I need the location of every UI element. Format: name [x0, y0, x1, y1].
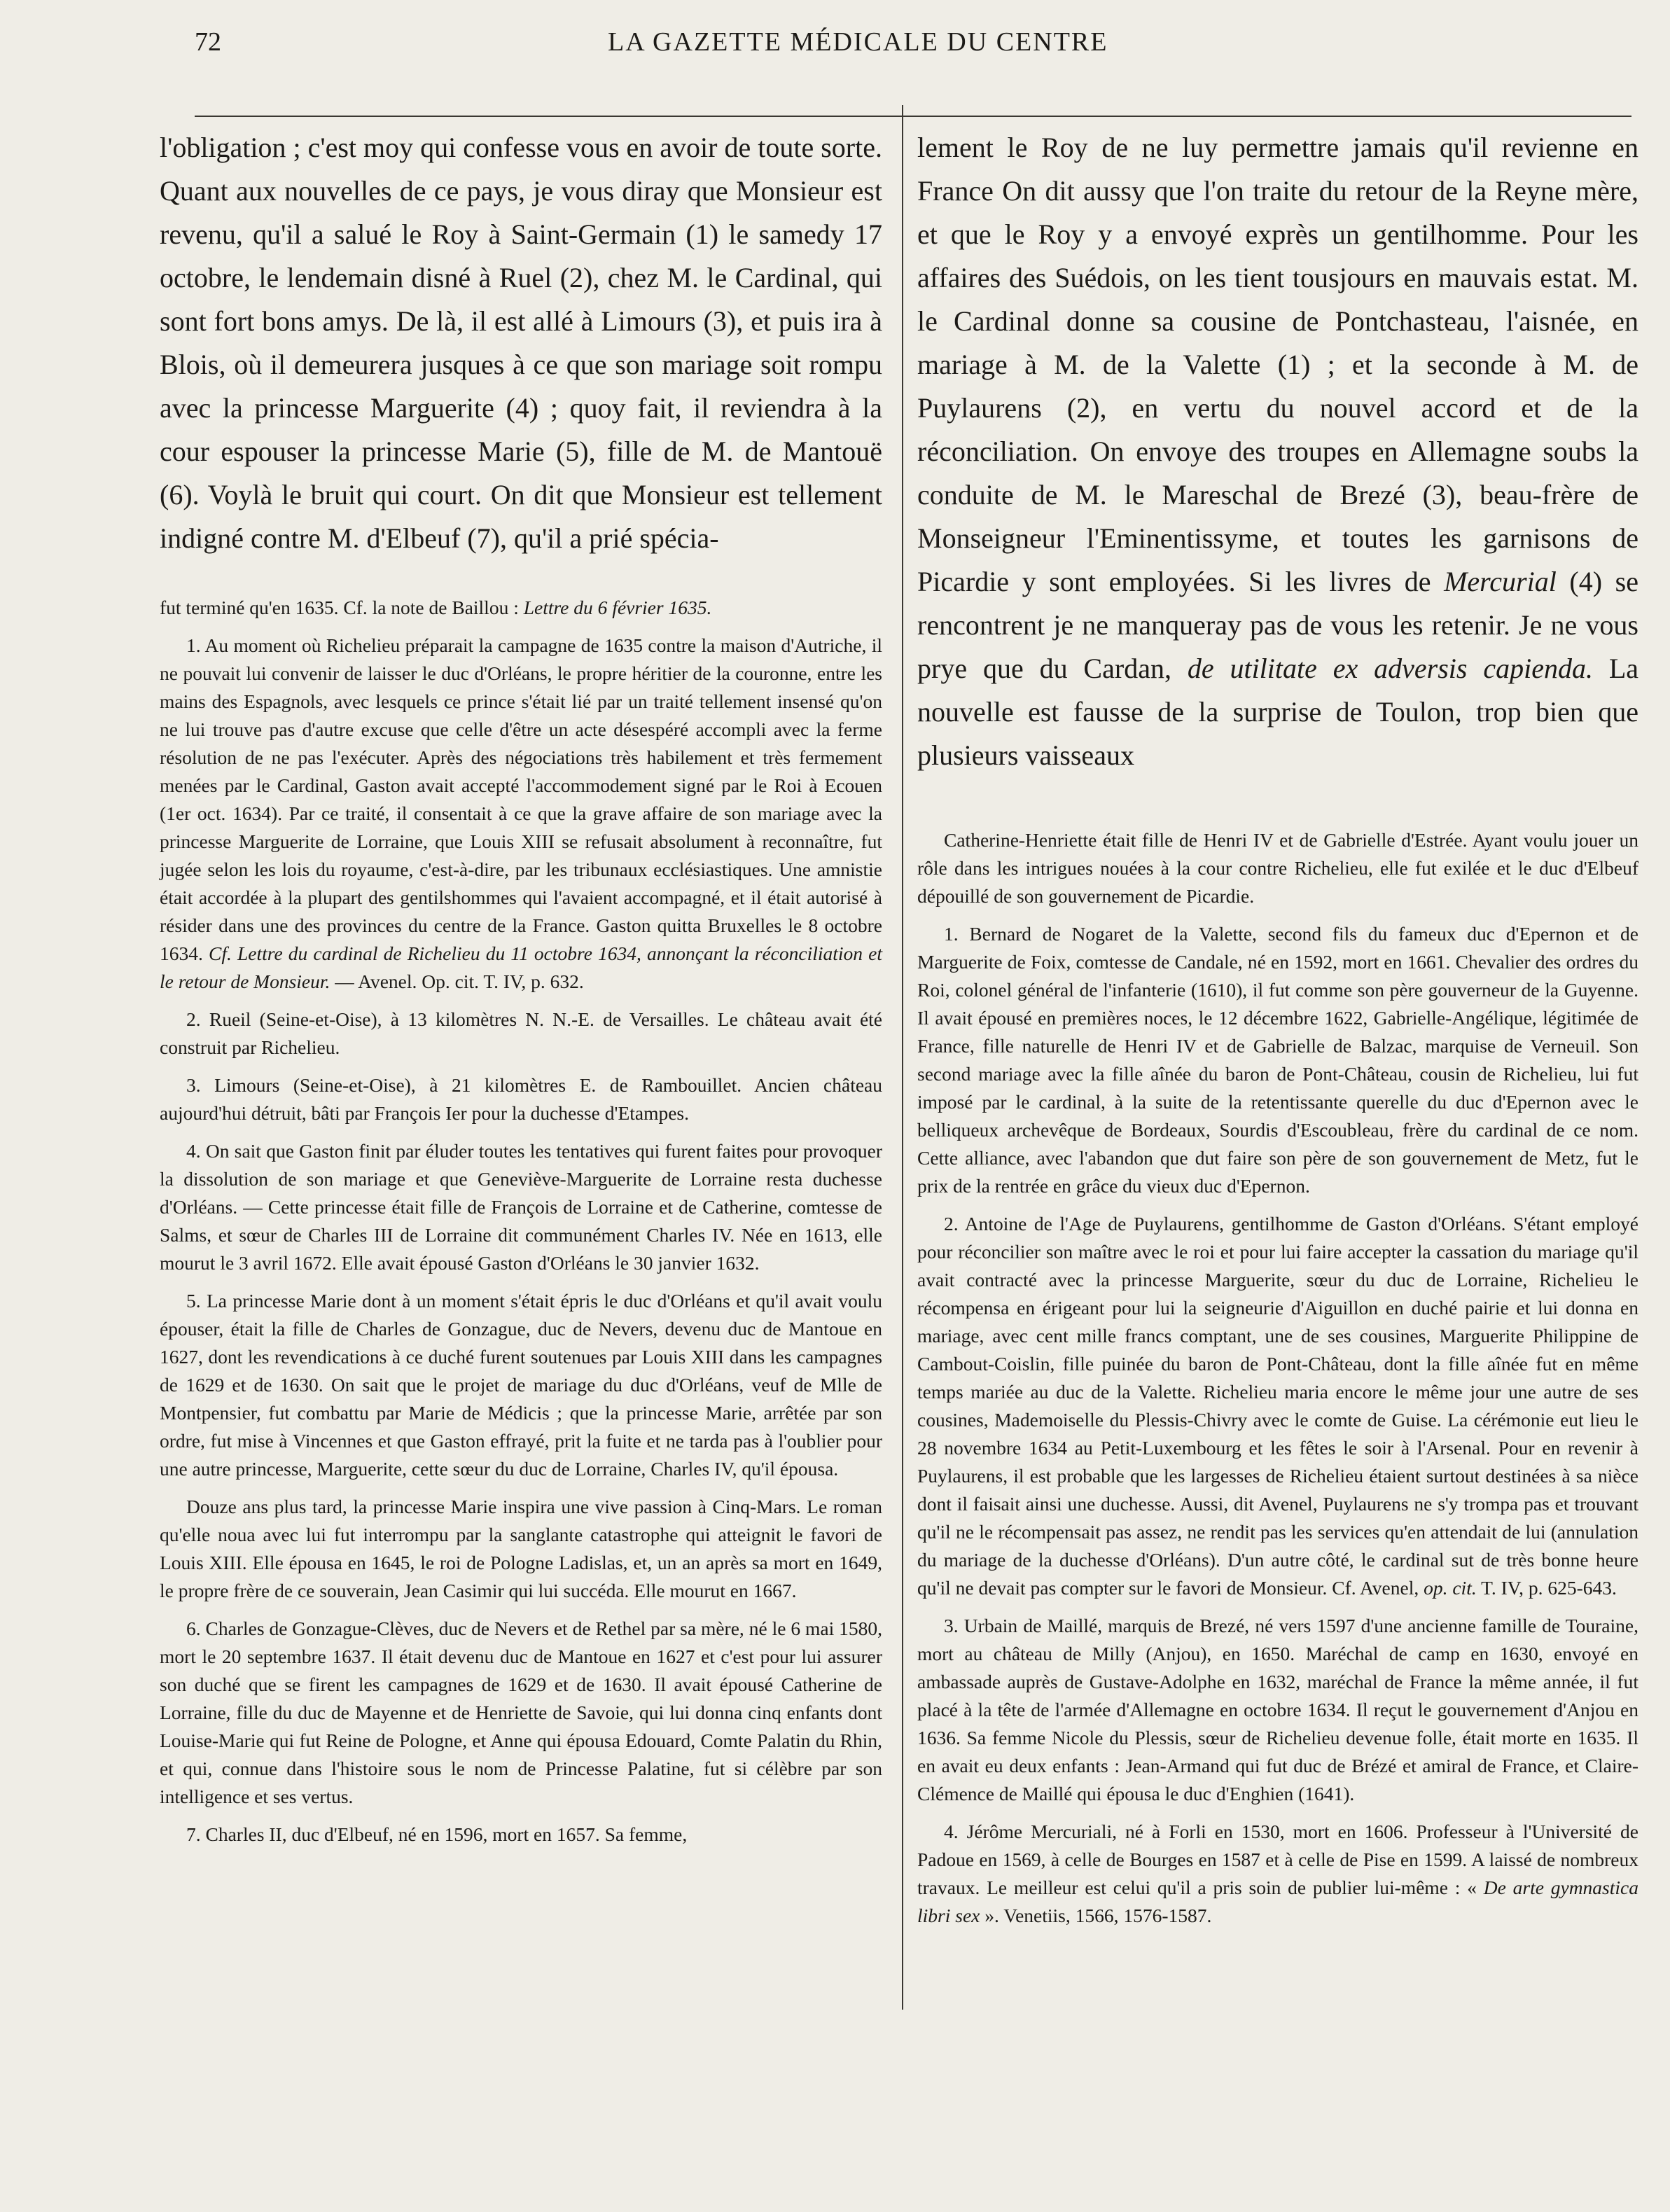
- right-body-part-2: (4) se rencontrent je ne manqueray pas de vous les retenir. Je ne vous prye que du Cardan,: [917, 566, 1638, 684]
- footnote: [160, 594, 882, 622]
- footnote: [917, 1210, 1638, 1602]
- left-column: [160, 126, 882, 1858]
- footnote: [160, 1493, 882, 1605]
- running-title: LA GAZETTE MÉDICALE DU CENTRE: [608, 27, 1108, 57]
- footnote-text: fut terminé qu'en 1635. Cf. la note de Baillou :: [160, 597, 524, 618]
- footnote-text: Catherine-Henriette était fille de Henri IV et de Gabrielle d'Estrée. Ayant voulu jouer un rôle dans les intrigues nouées à la cour contre Richelieu, elle fut exilée et le duc d'Elbeuf dépouillé de son gouvernement de Picardie.: [917, 829, 1638, 907]
- footnote-text: 2. Rueil (Seine-et-Oise), à 13 kilomètres N. N.-E. de Versailles. Le château avait été construit par Richelieu.: [160, 1008, 882, 1058]
- header-rule: [195, 116, 1631, 117]
- right-column: [917, 126, 1638, 1940]
- footnote: [160, 1137, 882, 1277]
- footnote: [160, 1006, 882, 1062]
- right-body-italic-mercurial: Mercurial: [1444, 566, 1557, 597]
- footnote: [160, 1287, 882, 1483]
- right-body-part-3: La nouvelle est fausse de la surprise de Toulon, trop bien que plusieurs vaisseaux: [917, 653, 1639, 771]
- footnote: [917, 920, 1638, 1200]
- footnote: [160, 1071, 882, 1127]
- footnote: [917, 1818, 1638, 1930]
- footnote-text: 1. Au moment où Richelieu préparait la campagne de 1635 contre la maison d'Autriche, il ne pouvait lui convenir de laisser le duc d'Orléans, le propre héritier de la couronne, entre les mains des Espagnols, avec lesquels ce prince s'était lié par un traité tellement insensé qu'on ne lui trouve pas d'autre excuse que celle d'être un acte désespéré accompli avec la ferme résolution de ne pas l'exécuter. Après des négociations très habilement et très fermement menées par le Cardinal, Gaston avait accepté l'accommodement signé par le Roi à Ecouen (1er oct. 1634). Par ce traité, il consentait à ce que la grave affaire de son mariage avec la princesse Marguerite de Lorraine, que Louis XIII se refusait absolument à reconnaître, fut jugée selon les lois du royaume, c'est-à-dire, par les tribunaux ecclésiastiques. Une amnistie était accordée à la plupart des gentilshommes qui l'avaient accompagné, et il était autorisé à résider dans une des provinces du centre de la France. Gaston quitta Bruxelles le 8 octobre 1634.: [160, 634, 882, 964]
- footnote-italic: De arte gymnastica libri sex: [917, 1877, 1638, 1926]
- footnote-text: 2. Antoine de l'Age de Puylaurens, gentilhomme de Gaston d'Orléans. S'étant employé pour réconcilier son maître avec le roi et pour lui faire accepter la cassation du mariage qu'il avait contracté avec la princesse Marguerite, sœur du duc de Lorraine, Richelieu le récompensa en érigeant pour lui la seigneurie d'Aiguillon en duché pairie et lui donna en mariage, avec cent mille francs comptant, une de ses cousines, Marguerite Philippine de Cambout-Coislin, fille puinée du baron de Pont-Château, dont la fille aînée fut en même temps mariée au duc de la Valette. Richelieu maria encore le même jour une autre de ses cousines, Mademoiselle du Plessis-Chivry avec le comte de Guise. La cérémonie eut lieu le 28 novembre 1634 au Petit-Luxembourg et les fêtes le soir à l'Arsenal. Pour en revenir à Puylaurens, il est probable que les largesses de Richelieu étaient surtout destinées à sa nièce dont il faisait ainsi une duchesse. Aussi, dit Avenel, Puylaurens ne s'y trompa pas et trouvant qu'il ne le récompensait pas assez, ne rendit pas les services qu'en attendait de lui (annulation du mariage de la duchesse d'Orléans). D'un autre côté, le cardinal sut de très bonne heure qu'il ne devait pas compter sur le favori de Monsieur. Cf. Avenel,: [917, 1213, 1638, 1599]
- page-header: [0, 0, 1670, 77]
- footnote-text: 3. Limours (Seine-et-Oise), à 21 kilomètres E. de Rambouillet. Ancien château aujourd'hui détruit, bâti par François Ier pour la duchesse d'Etampes.: [160, 1074, 882, 1124]
- footnote-text-end: ». Venetiis, 1566, 1576-1587.: [980, 1905, 1212, 1926]
- column-divider: [902, 105, 903, 2010]
- footnote-text: 1. Bernard de Nogaret de la Valette, second fils du fameux duc d'Epernon et de Marguerite de Foix, comtesse de Candale, né en 1592, mort en 1661. Chevalier des ordres du Roi, colonel général de l'infanterie (1610), il fut comme son père gouverneur de la Guyenne. Il avait épousé en premières noces, le 12 décembre 1622, Gabrielle-Angélique, légitimée de France, fille naturelle de Henri IV et de Gabrielle de Balzac, marquise de Verneuil. Son second mariage avec la fille aînée du baron de Pont-Château, cousin de Richelieu, lui fut imposé par le cardinal, à la suite de la retentissante querelle du duc d'Epernon avec le belliqueux archevêque de Bordeaux, Sourdis d'Escoubleau, frère du cardinal de ce nom. Cette alliance, avec l'abandon que dut faire son père de son gouvernement de Metz, fut le prix de la rentrée en grâce du vieux duc d'Epernon.: [917, 923, 1638, 1197]
- left-body-text: l'obligation ; c'est moy qui confesse vous en avoir de toute sorte. Quant aux nouvelles de ce pays, je vous diray que Monsieur est revenu, qu'il a salué le Roy à Saint-Germain (1) le samedy 17 octobre, le lendemain disné à Ruel (2), chez M. le Cardinal, qui sont fort bons amys. De là, il est allé à Limours (3), et puis ira à Blois, où il demeurera jusques à ce que son mariage soit rompu avec la princesse Marguerite (4) ; quoy fait, il reviendra à la cour espouser la princesse Marie (5), fille de M. de Mantouë (6). Voylà le bruit qui court. On dit que Monsieur est tellement indigné contre M. d'Elbeuf (7), qu'il a prié spécia-: [160, 132, 882, 554]
- footnote-text: 5. La princesse Marie dont à un moment s'était épris le duc d'Orléans et qu'il avait voulu épouser, était la fille de Charles de Gonzague, duc de Nevers, devenu duc de Mantoue en 1627, dont les revendications à ce duché furent soutenues par Louis XIII dans les campagnes de 1629 et de 1630. On sait que le projet de mariage du duc d'Orléans, veuf de Mlle de Montpensier, fut combattu par Marie de Médicis ; que la princesse Marie, arrêtée par son ordre, fut mise à Vincennes et que Gaston effrayé, prit la fuite et ne tarda pas à l'oublier pour une autre princesse, Marguerite, cette sœur du duc de Lorraine, Charles IV, qu'il épousa.: [160, 1290, 882, 1480]
- footnote: [160, 1821, 882, 1849]
- footnote-text: 6. Charles de Gonzague-Clèves, duc de Nevers et de Rethel par sa mère, né le 6 mai 1580, mort le 20 septembre 1637. Il était devenu duc de Mantoue en 1627 et c'est pour lui assurer son duché que se firent les campagnes de 1629 et de 1630. Il avait épousé Catherine de Lorraine, fille du duc de Mayenne et de Henriette de Savoie, qui lui donna cinq enfants dont Louise-Marie qui fut Reine de Pologne, et Anne qui épousa Edouard, Comte Palatin du Rhin, et qui, connue dans l'histoire sous le nom de Princesse Palatine, fut si célèbre par son intelligence et ses vertus.: [160, 1618, 882, 1807]
- footnote-italic: Lettre du 6 février 1635.: [523, 597, 712, 618]
- footnote-text: 4. On sait que Gaston finit par éluder toutes les tentatives qui furent faites pour provoquer la dissolution de son mariage et que Geneviève-Marguerite de Lorraine resta duchesse d'Orléans. — Cette princesse était fille de François de Lorraine et de Catherine, comtesse de Salms, et sœur de Charles III de Lorraine dit communément Charles IV. Née en 1613, elle mourut le 3 avril 1672. Elle avait épousé Gaston d'Orléans le 30 janvier 1632.: [160, 1140, 882, 1274]
- footnote-text: 3. Urbain de Maillé, marquis de Brezé, né vers 1597 d'une ancienne famille de Touraine, mort au château de Milly (Anjou), en 1650. Maréchal de camp en 1630, envoyé en ambassade auprès de Gustave-Adolphe en 1632, maréchal de France la même année, il fut placé à la tête de l'armée d'Allemagne en octobre 1634. Il reçut le gouvernement d'Anjou en 1636. Sa femme Nicole du Plessis, sœur de Richelieu devenue folle, était morte en 1635. Il en avait eu deux enfants : Jean-Armand qui fut duc de Brézé et amiral de France, et Claire-Clémence de Maillé qui épousa le duc d'Enghien (1641).: [917, 1615, 1638, 1804]
- footnote: [917, 1612, 1638, 1808]
- right-body-italic-cardan: de utilitate ex adversis capienda.: [1187, 653, 1593, 684]
- right-body-text: [917, 126, 1638, 777]
- right-footnotes: [917, 826, 1638, 1930]
- footnote: [160, 632, 882, 996]
- footnote: [160, 1615, 882, 1811]
- footnote-italic: Cf. Lettre du cardinal de Richelieu du 11 octobre 1634, annonçant la réconciliation et le retour de Monsieur.: [160, 942, 882, 992]
- left-footnotes: [160, 594, 882, 1849]
- footnote: [917, 826, 1638, 910]
- footnote-italic: op. cit.: [1424, 1577, 1477, 1599]
- footnote-text: 7. Charles II, duc d'Elbeuf, né en 1596, mort en 1657. Sa femme,: [186, 1823, 688, 1845]
- right-body-part-1: lement le Roy de ne luy permettre jamais qu'il revienne en France On dit aussy que l'on traite du retour de la Reyne mère, et que le Roy y a envoyé exprès un gentilhomme. Pour les affaires des Suédois, on les tient tousjours en mauvais estat. M. le Cardinal donne sa cousine de Pontchasteau, l'aisnée, en mariage à M. de la Valette (1) ; et la seconde à M. de Puylaurens (2), en vertu du nouvel accord et de la réconciliation. On envoye des troupes en Allemagne soubs la conduite de M. le Mareschal de Brezé (3), beau-frère de Monseigneur l'Eminentissyme, et toutes les garnisons de Picardie y sont employées. Si les livres de: [917, 132, 1638, 597]
- footnote-text: 4. Jérôme Mercuriali, né à Forli en 1530, mort en 1606. Professeur à l'Université de Padoue en 1569, à celle de Bourges en 1587 et à celle de Pise en 1599. A laissé de nombreux travaux. Le meilleur est celui qu'il a pris soin de publier lui-même : «: [917, 1821, 1638, 1898]
- footnote-text-end: — Avenel. Op. cit. T. IV, p. 632.: [330, 971, 584, 992]
- footnote-text: Douze ans plus tard, la princesse Marie inspira une vive passion à Cinq-Mars. Le roman qu'elle noua avec lui fut interrompu par la sanglante catastrophe qui atteignit le favori de Louis XIII. Elle épousa en 1645, le roi de Pologne Ladislas, et, un an après sa mort en 1649, le propre frère de ce souverain, Jean Casimir qui lui succéda. Elle mourut en 1667.: [160, 1496, 882, 1601]
- page-number: 72: [195, 27, 221, 57]
- footnote-text-end: T. IV, p. 625-643.: [1476, 1577, 1617, 1599]
